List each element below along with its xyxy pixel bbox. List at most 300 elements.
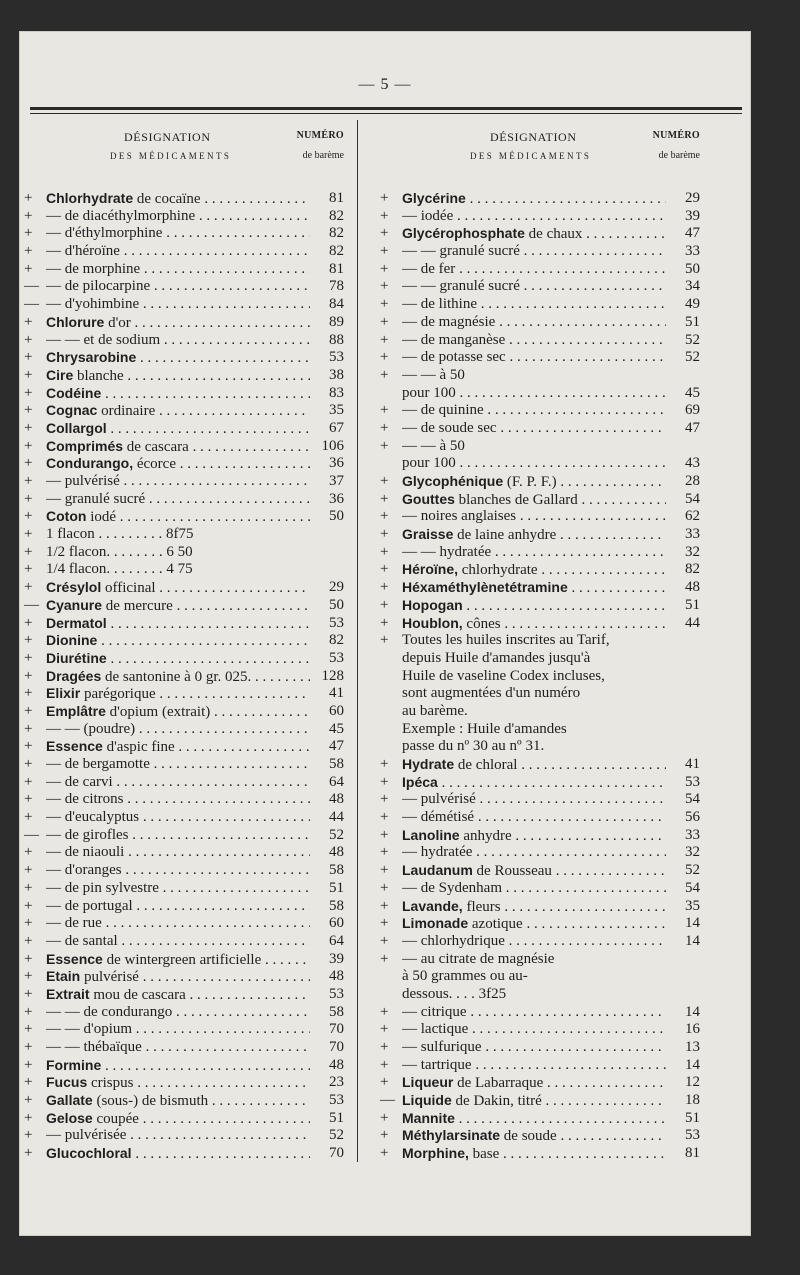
- table-row: [24, 968, 344, 986]
- entry-designation: [46, 225, 310, 243]
- entry-marker: +: [380, 950, 389, 967]
- entry-number: 43: [685, 455, 700, 472]
- entry-text: — d'yohimbine: [46, 296, 140, 313]
- table-row: [380, 1074, 700, 1092]
- entry-designation: [402, 597, 666, 616]
- entry-number: 106: [321, 437, 344, 454]
- entry-number: 14: [685, 1056, 700, 1073]
- entry-text: — de bergamotte: [46, 756, 150, 772]
- entry-text: à 50 grammes ou au-: [402, 968, 528, 985]
- header-numero: NUMÉRO: [296, 130, 344, 141]
- table-row: [380, 473, 700, 491]
- entry-number: 33: [685, 526, 700, 543]
- entry-text: pour 100: [402, 455, 456, 472]
- table-row: [24, 898, 344, 916]
- table-row: [24, 491, 344, 509]
- entry-marker: +: [24, 685, 33, 702]
- entry-text: — — d'opium: [46, 1021, 133, 1038]
- entry-text: de chaux: [524, 226, 583, 243]
- entry-designation: [402, 650, 666, 668]
- entry-number: 35: [329, 402, 344, 419]
- entry-marker: +: [24, 897, 33, 914]
- entry-text: — noires anglaises: [402, 508, 517, 525]
- entry-designation: [46, 332, 310, 350]
- entry-marker: +: [380, 437, 389, 454]
- entry-designation: [46, 367, 310, 386]
- table-row: [380, 862, 700, 880]
- entry-designation: [46, 721, 310, 739]
- entry-text: — — et de sodium: [46, 331, 161, 348]
- entry-number: 23: [329, 1074, 344, 1091]
- entry-text: — d'eucalyptus: [46, 809, 140, 826]
- header-medicaments: DES MÉDICAMENTS: [470, 151, 592, 161]
- entry-designation: [46, 508, 310, 527]
- table-row: [24, 385, 344, 403]
- entry-name: Crésylol: [46, 579, 102, 596]
- table-row: [24, 844, 344, 862]
- entry-name: Dragées: [46, 667, 102, 684]
- entry-designation: [402, 579, 666, 598]
- table-row: [24, 332, 344, 350]
- entry-marker: +: [380, 1109, 389, 1126]
- entry-marker: +: [380, 773, 389, 790]
- entry-number: 39: [685, 207, 700, 224]
- entry-number: 54: [685, 791, 700, 808]
- header-bareme: de barème: [658, 150, 700, 161]
- entry-name: Cire: [46, 366, 74, 383]
- column-divider: [357, 120, 358, 1162]
- entry-designation: [402, 703, 666, 721]
- table-row: [380, 703, 700, 721]
- table-row: [24, 721, 344, 739]
- entry-designation: [46, 703, 310, 722]
- entry-number: 47: [685, 225, 700, 242]
- entry-number: 51: [329, 1109, 344, 1126]
- table-row: [24, 190, 344, 208]
- entry-designation: [46, 455, 310, 474]
- table-row: [24, 473, 344, 491]
- entry-name: Glycérophosphate: [402, 225, 525, 242]
- entry-text: — chlorhydrique: [402, 932, 505, 949]
- entry-name: Liquide: [402, 1092, 452, 1109]
- entry-designation: [402, 208, 666, 226]
- entry-text: pour 100: [402, 384, 456, 401]
- entry-name: Graisse: [402, 526, 454, 543]
- table-row: [24, 703, 344, 721]
- entry-designation: [46, 526, 310, 544]
- table-row: [380, 1092, 700, 1110]
- entry-text: dessous. . . . 3f25: [402, 985, 507, 1002]
- entry-marker: +: [380, 1074, 389, 1091]
- table-row: [380, 332, 700, 350]
- entry-text: — lactique: [402, 1021, 469, 1038]
- entry-text: de cascara: [123, 438, 189, 455]
- entry-designation: [46, 544, 310, 562]
- entry-text: d'opium (extrait): [105, 703, 211, 720]
- entry-name: Lavande,: [402, 897, 463, 914]
- entry-marker: +: [24, 1074, 33, 1091]
- table-row: [380, 561, 700, 579]
- table-row: [24, 1057, 344, 1075]
- table-row: [24, 420, 344, 438]
- entry-text: fleurs: [462, 898, 501, 915]
- entry-designation: [46, 951, 310, 970]
- table-row: [380, 455, 700, 473]
- table-row: [380, 579, 700, 597]
- entry-number: 14: [685, 915, 700, 932]
- entry-marker: +: [24, 243, 33, 260]
- entry-number: 28: [685, 473, 700, 489]
- entry-designation: [46, 190, 310, 209]
- entry-text: de chloral: [454, 757, 518, 773]
- table-row: [24, 1021, 344, 1039]
- entry-text: — — thébaïque: [46, 1039, 142, 1055]
- entry-number: 50: [329, 596, 344, 613]
- entry-designation: [402, 278, 666, 296]
- entry-name: Codéine: [46, 384, 102, 401]
- entry-marker: +: [24, 349, 33, 366]
- entry-number: 82: [329, 207, 344, 224]
- column-header: [24, 128, 344, 190]
- entry-marker: +: [24, 667, 33, 684]
- entry-marker: +: [380, 614, 389, 631]
- entry-marker: +: [24, 260, 33, 277]
- entry-name: Essence: [46, 950, 103, 967]
- entry-designation: [402, 296, 666, 314]
- entry-designation: [402, 491, 666, 510]
- entry-designation: [46, 668, 310, 687]
- table-row: [24, 1110, 344, 1128]
- entry-text: — — à 50: [402, 366, 465, 383]
- entry-name: Chlorhydrate: [46, 190, 134, 206]
- entry-marker: +: [380, 879, 389, 896]
- table-row: [24, 544, 344, 562]
- entry-designation: [402, 898, 666, 917]
- table-row: [380, 314, 700, 332]
- table-row: [380, 1039, 700, 1057]
- entry-text: parégorique: [80, 686, 156, 703]
- entry-text: — de citrons: [46, 791, 124, 808]
- entry-name: Essence: [46, 738, 103, 755]
- table-row: [24, 951, 344, 969]
- entry-text: pulvérisé: [80, 969, 139, 986]
- entry-marker: +: [380, 278, 389, 295]
- entry-marker: +: [24, 1056, 33, 1073]
- entry-marker: +: [380, 296, 389, 313]
- entry-number: 58: [329, 756, 344, 772]
- entry-name: Glycérine: [402, 190, 466, 206]
- entry-text: — de quinine: [402, 402, 484, 419]
- table-row: [380, 597, 700, 615]
- entry-designation: [46, 1074, 310, 1093]
- table-row: [24, 668, 344, 686]
- entry-text: — — (poudre): [46, 720, 136, 737]
- entry-designation: [402, 1127, 666, 1146]
- entry-number: 14: [685, 1003, 700, 1020]
- entry-number: 32: [685, 543, 700, 560]
- entry-number: 82: [329, 243, 344, 260]
- table-row: [24, 632, 344, 650]
- table-row: [24, 933, 344, 951]
- table-row: [380, 615, 700, 633]
- entry-number: 16: [685, 1021, 700, 1038]
- table-row: [24, 880, 344, 898]
- entry-designation: [46, 880, 310, 898]
- entry-designation: [402, 1004, 666, 1022]
- entry-marker: +: [24, 579, 33, 596]
- table-row: [24, 827, 344, 845]
- entry-marker: +: [24, 402, 33, 419]
- entry-text: ordinaire: [97, 403, 156, 420]
- entry-designation: [402, 791, 666, 809]
- entry-designation: [46, 491, 310, 509]
- table-row: [24, 1092, 344, 1110]
- table-row: [24, 1145, 344, 1163]
- entry-marker: +: [24, 384, 33, 401]
- entry-text: 1/2 flacon. . . . . . . . 6 50: [46, 543, 193, 560]
- entry-number: 33: [685, 826, 700, 843]
- table-row: [24, 791, 344, 809]
- table-row: [380, 243, 700, 261]
- entry-number: 50: [685, 260, 700, 277]
- entry-name: Glucochloral: [46, 1145, 132, 1162]
- entry-text: — de fer: [402, 260, 456, 277]
- entry-marker: +: [24, 738, 33, 755]
- table-row: [24, 809, 344, 827]
- entry-marker: +: [380, 1127, 389, 1144]
- entry-number: 50: [329, 508, 344, 525]
- entry-marker: +: [24, 702, 33, 719]
- entry-number: 39: [329, 950, 344, 967]
- table-row: [380, 1004, 700, 1022]
- entry-designation: [46, 650, 310, 669]
- entry-text: — au citrate de magnésie: [402, 950, 555, 967]
- table-row: [24, 261, 344, 279]
- entry-text: de wintergreen artificielle: [102, 951, 262, 968]
- entry-number: 34: [685, 278, 700, 295]
- entry-number: 83: [329, 384, 344, 401]
- table-row: [380, 261, 700, 279]
- entry-designation: [46, 208, 310, 226]
- entry-text: — pulvérisé: [46, 473, 120, 489]
- header-rule: [30, 107, 742, 110]
- entry-marker: +: [24, 526, 33, 543]
- entry-number: 84: [329, 296, 344, 313]
- entry-designation: [46, 898, 310, 916]
- table-row: [380, 915, 700, 933]
- entry-number: 82: [685, 561, 700, 578]
- entry-designation: [402, 243, 666, 261]
- entry-designation: [402, 1092, 666, 1111]
- entry-marker: —: [24, 296, 39, 313]
- entry-marker: +: [380, 366, 389, 383]
- entry-name: Dionine: [46, 632, 98, 649]
- entry-name: Gallate: [46, 1092, 93, 1109]
- entry-text: de cocaïne: [133, 191, 201, 207]
- entry-marker: +: [24, 1109, 33, 1126]
- entry-number: 29: [329, 579, 344, 596]
- entry-designation: [46, 968, 310, 987]
- table-row: [380, 968, 700, 986]
- table-row: [380, 385, 700, 403]
- entry-marker: +: [380, 243, 389, 260]
- entry-text: chlorhydrate: [458, 562, 538, 579]
- entry-text: de Labarraque: [453, 1075, 544, 1092]
- header-medicaments: DES MÉDICAMENTS: [110, 151, 232, 161]
- entry-text: de santonine à 0 gr. 025.: [101, 668, 252, 685]
- table-row: [380, 933, 700, 951]
- entry-designation: [402, 968, 666, 986]
- right-entries: [380, 190, 700, 1163]
- entry-name: Fucus: [46, 1074, 88, 1091]
- entry-designation: [46, 420, 310, 439]
- entry-designation: [402, 685, 666, 703]
- entry-text: — de manganèse: [402, 331, 506, 348]
- entry-number: 60: [329, 915, 344, 932]
- entry-marker: +: [24, 968, 33, 985]
- entry-marker: +: [380, 543, 389, 560]
- entry-designation: [46, 774, 310, 792]
- entry-designation: [46, 402, 310, 421]
- entry-marker: +: [380, 1003, 389, 1020]
- entry-number: 128: [321, 667, 344, 684]
- entry-name: Hydrate: [402, 756, 455, 772]
- entry-text: coupée: [92, 1110, 139, 1127]
- entry-marker: +: [24, 419, 33, 436]
- entry-marker: +: [380, 561, 389, 578]
- entry-name: Héxaméthylènetétramine: [402, 579, 568, 596]
- entry-designation: [46, 1145, 310, 1164]
- header-bareme: de barème: [302, 150, 344, 161]
- table-row: [380, 685, 700, 703]
- entry-marker: +: [24, 985, 33, 1002]
- entry-name: Ipéca: [402, 773, 438, 790]
- entry-number: 53: [329, 985, 344, 1002]
- entry-number: 38: [329, 366, 344, 383]
- entry-text: — sulfurique: [402, 1039, 482, 1055]
- table-row: [380, 898, 700, 916]
- entry-marker: +: [24, 190, 33, 206]
- entry-text: (sous-) de bismuth: [92, 1093, 209, 1110]
- entry-name: Méthylarsinate: [402, 1127, 501, 1144]
- entry-designation: [402, 1145, 666, 1164]
- entry-text: Huile de vaseline Codex incluses,: [402, 667, 605, 684]
- entry-text: — granulé sucré: [46, 490, 146, 507]
- entry-text: écorce: [133, 456, 176, 473]
- entry-text: au barème.: [402, 702, 468, 719]
- entry-marker: +: [380, 632, 389, 649]
- entry-text: — pulvérisé: [402, 791, 476, 808]
- entry-text: d'aspic fine: [102, 739, 175, 756]
- table-row: [380, 278, 700, 296]
- entry-name: Morphine,: [402, 1145, 469, 1162]
- entry-designation: [402, 951, 666, 969]
- entry-number: 64: [329, 932, 344, 949]
- entry-marker: +: [24, 932, 33, 949]
- entry-number: 53: [329, 614, 344, 631]
- entry-number: 29: [685, 190, 700, 206]
- table-row: [380, 1021, 700, 1039]
- entry-text: base: [468, 1146, 500, 1163]
- table-row: [380, 809, 700, 827]
- entry-number: 51: [685, 313, 700, 330]
- entry-marker: —: [380, 1092, 395, 1109]
- table-row: [380, 668, 700, 686]
- entry-designation: [402, 225, 666, 244]
- entry-name: Gelose: [46, 1109, 93, 1126]
- entry-name: Elixir: [46, 685, 81, 702]
- entry-text: — — hydratée: [402, 543, 492, 560]
- entry-text: passe du nº 30 au nº 31.: [402, 738, 545, 755]
- entry-number: 35: [685, 897, 700, 914]
- entry-designation: [46, 261, 310, 279]
- entry-number: 54: [685, 879, 700, 896]
- entry-designation: [46, 1110, 310, 1129]
- table-row: [380, 738, 700, 756]
- table-row: [24, 579, 344, 597]
- entry-designation: [402, 615, 666, 634]
- table-row: [380, 650, 700, 668]
- entry-text: — — granulé sucré: [402, 243, 520, 260]
- entry-number: 51: [685, 596, 700, 613]
- entry-text: 1/4 flacon. . . . . . . . 4 75: [46, 561, 193, 578]
- entry-designation: [46, 438, 310, 457]
- entry-designation: [402, 561, 666, 580]
- entry-text: Toutes les huiles inscrites au Tarif,: [402, 632, 610, 649]
- entry-designation: [46, 615, 310, 634]
- entry-designation: [46, 986, 310, 1005]
- entry-text: 1 flacon . . . . . . . . . 8f75: [46, 526, 194, 543]
- entry-number: 70: [329, 1039, 344, 1055]
- entry-marker: +: [380, 225, 389, 242]
- entry-marker: +: [24, 331, 33, 348]
- entry-designation: [402, 314, 666, 332]
- entry-designation: [402, 332, 666, 350]
- header-numero: NUMÉRO: [652, 130, 700, 141]
- entry-marker: +: [380, 207, 389, 224]
- entry-number: 70: [329, 1145, 344, 1162]
- entry-designation: [402, 526, 666, 545]
- table-row: [380, 774, 700, 792]
- entry-marker: +: [24, 1003, 33, 1020]
- entry-text: officinal: [101, 580, 156, 597]
- entry-number: 69: [685, 402, 700, 419]
- entry-marker: +: [24, 844, 33, 861]
- table-row: [24, 225, 344, 243]
- entry-designation: [402, 473, 666, 492]
- entry-number: 13: [685, 1039, 700, 1055]
- entry-text: — de carvi: [46, 773, 113, 790]
- table-row: [380, 827, 700, 845]
- entry-designation: [402, 1039, 666, 1057]
- entry-number: 52: [685, 349, 700, 366]
- entry-designation: [402, 508, 666, 526]
- entry-name: Coton: [46, 508, 87, 525]
- entry-designation: [46, 349, 310, 368]
- table-row: [380, 208, 700, 226]
- entry-text: — de diacéthylmorphine: [46, 207, 196, 224]
- entry-text: de laine anhydre: [453, 527, 557, 544]
- entry-number: 45: [329, 720, 344, 737]
- entry-designation: [402, 420, 666, 438]
- entry-number: 81: [685, 1145, 700, 1162]
- entry-name: Diurétine: [46, 649, 107, 666]
- table-row: [380, 1127, 700, 1145]
- entry-number: 89: [329, 313, 344, 330]
- entry-number: 53: [685, 1127, 700, 1144]
- table-row: [380, 1145, 700, 1163]
- entry-text: — de lithine: [402, 296, 477, 313]
